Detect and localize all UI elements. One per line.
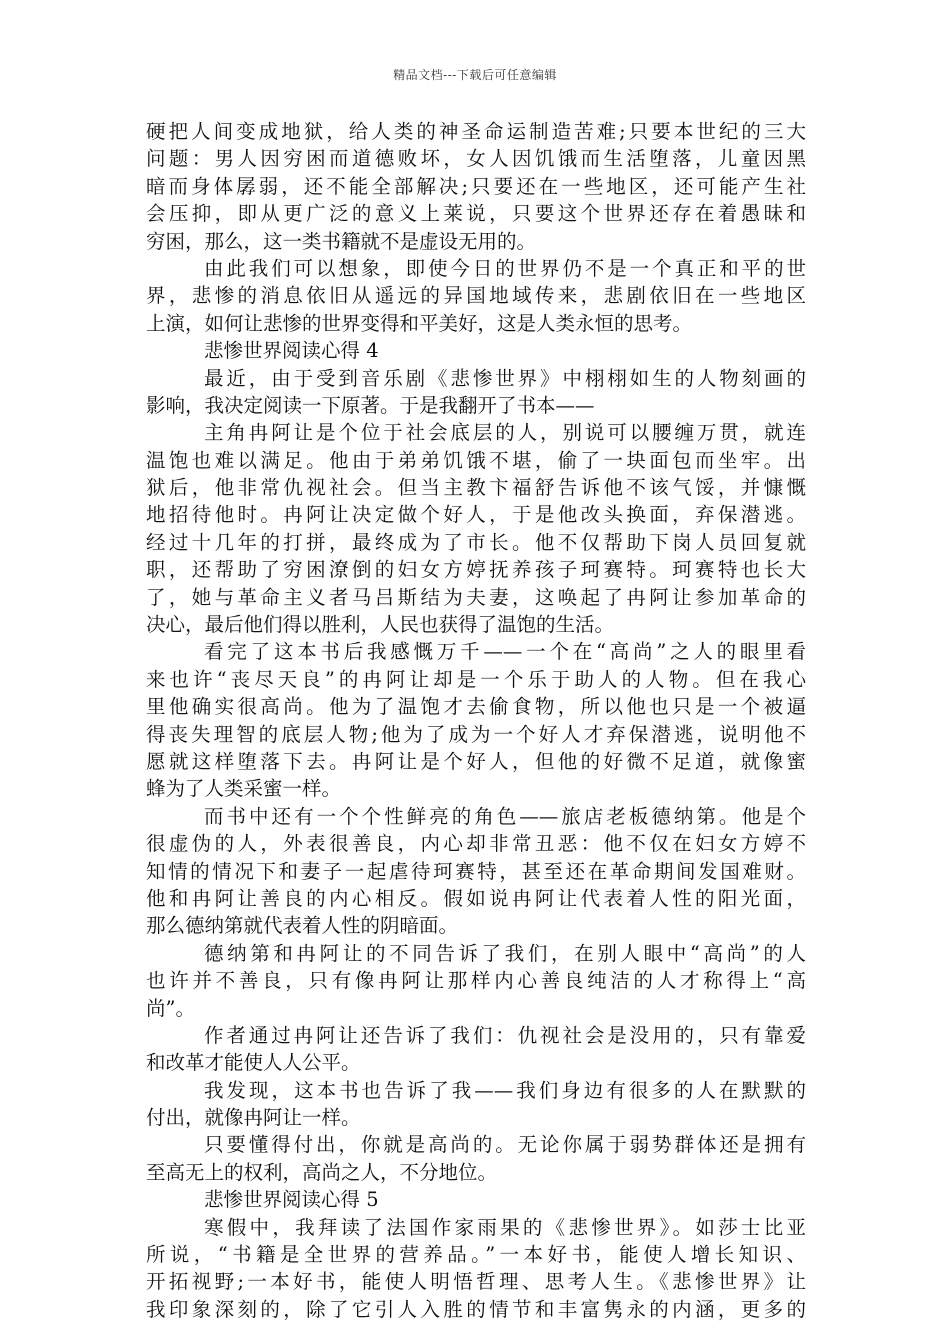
heading-text: 悲惨世界阅读心得 5: [204, 1188, 379, 1212]
text-line: 也许并不善良，只有像冉阿让那样内心善良纯洁的人才称得上“高: [146, 969, 806, 993]
text-line: 得丧失理智的底层人物;他为了成为一个好人才弃保潜逃，说明他不: [146, 722, 806, 746]
paragraph: [146, 1214, 806, 1324]
text-line: 温饱也难以满足。他由于弟弟饥饿不堪，偷了一块面包而坐牢。出: [146, 448, 806, 472]
text-line: 职，还帮助了穷困潦倒的妇女方婷抚养孩子珂赛特。珂赛特也长大: [146, 558, 806, 582]
document-body: [146, 118, 806, 1323]
text-line: 决心，最后他们得以胜利，人民也获得了温饱的生活。: [146, 613, 615, 637]
text-line: 地招待他时。冉阿让决定做个好人，于是他改头换面，弃保潜逃。: [146, 503, 806, 527]
text-line: 寒假中，我拜读了法国作家雨果的《悲惨世界》。如莎士比亚: [204, 1215, 806, 1239]
text-line: 和改革才能使人人公平。: [146, 1051, 361, 1075]
text-line: 那么德纳第就代表着人性的阴暗面。: [146, 914, 459, 938]
text-line: 他和冉阿让善良的内心相反。假如说冉阿让代表着人性的阳光面，: [146, 886, 806, 910]
text-line: 界，悲惨的消息依旧从遥远的异国地域传来，悲剧依旧在一些地区: [146, 284, 806, 308]
text-line: 而书中还有一个个性鲜亮的角色——旅店老板德纳第。他是个: [204, 804, 806, 828]
paragraph: [146, 255, 806, 337]
text-line: 所说，“书籍是全世界的营养品。”一本好书，能使人增长知识、: [146, 1243, 806, 1267]
text-line: 愿就这样堕落下去。冉阿让是个好人，但他的好微不足道，就像蜜: [146, 749, 806, 773]
paragraph: [146, 638, 806, 802]
paragraph: [146, 365, 806, 420]
text-line: 作者通过冉阿让还告诉了我们：仇视社会是没用的，只有靠爱: [204, 1023, 806, 1047]
text-line: 来也许“丧尽天良”的冉阿让却是一个乐于助人的人物。但在我心: [146, 667, 806, 691]
text-line: 只要懂得付出，你就是高尚的。无论你属于弱势群体还是拥有: [204, 1133, 806, 1157]
text-line: 硬把人间变成地狱，给人类的神圣命运制造苦难;只要本世纪的三大: [146, 120, 806, 143]
text-line: 最近，由于受到音乐剧《悲惨世界》中栩栩如生的人物刻画的: [204, 366, 806, 390]
text-line: 付出，就像冉阿让一样。: [146, 1106, 361, 1130]
text-line: 主角冉阿让是个位于社会底层的人，别说可以腰缠万贯，就连: [204, 421, 806, 445]
paragraph: [146, 419, 806, 638]
section-heading: [146, 1186, 806, 1213]
text-line: 我印象深刻的，除了它引人入胜的情节和丰富隽永的内涵，更多的: [146, 1297, 806, 1321]
text-line: 很虚伪的人，外表很善良，内心却非常丑恶：他不仅在妇女方婷不: [146, 832, 806, 856]
text-line: 问题：男人因穷困而道德败坏，女人因饥饿而生活堕落，儿童因黑: [146, 147, 806, 171]
text-line: 由此我们可以想象，即使今日的世界仍不是一个真正和平的世: [204, 256, 806, 280]
text-line: 影响，我决定阅读一下原著。于是我翻开了书本——: [146, 393, 595, 417]
text-line: 尚”。: [146, 996, 195, 1020]
section-heading: [146, 337, 806, 364]
text-line: 德纳第和冉阿让的不同告诉了我们，在别人眼中“高尚”的人: [204, 941, 806, 965]
paragraph: [146, 118, 806, 255]
text-line: 暗而身体孱弱，还不能全部解决;只要还在一些地区，还可能产生社: [146, 174, 806, 198]
text-line: 会压抑，即从更广泛的意义上莱说，只要这个世界还存在着愚昧和: [146, 202, 806, 226]
text-line: 里他确实很高尚。他为了温饱才去偷食物，所以他也只是一个被逼: [146, 695, 806, 719]
heading-text: 悲惨世界阅读心得 4: [204, 339, 379, 363]
text-line: 知情的情况下和妻子一起虐待珂赛特，甚至还在革命期间发国难财。: [146, 859, 806, 883]
paragraph: [146, 1131, 806, 1186]
text-line: 了，她与革命主义者马吕斯结为夫妻，这唤起了冉阿让参加革命的: [146, 585, 806, 609]
text-line: 狱后，他非常仇视社会。但当主教卞福舒告诉他不该气馁，并慷慨: [146, 476, 806, 500]
text-line: 穷困，那么，这一类书籍就不是虚设无用的。: [146, 229, 537, 253]
text-line: 蜂为了人类采蜜一样。: [146, 777, 342, 801]
text-line: 看完了这本书后我感慨万千——一个在“高尚”之人的眼里看: [204, 640, 806, 664]
text-line: 至高无上的权利，高尚之人，不分地位。: [146, 1160, 498, 1184]
paragraph: [146, 803, 806, 940]
page-header: 精品文档---下载后可任意编辑: [393, 68, 557, 82]
text-line: 我发现，这本书也告诉了我——我们身边有很多的人在默默的: [204, 1078, 806, 1102]
text-line: 上演，如何让悲惨的世界变得和平美好，这是人类永恒的思考。: [146, 311, 693, 335]
text-line: 经过十几年的打拼，最终成为了市长。他不仅帮助下岗人员回复就: [146, 530, 806, 554]
text-line: 开拓视野;一本好书，能使人明悟哲理、思考人生。《悲惨世界》让: [146, 1270, 806, 1294]
paragraph: [146, 940, 806, 1022]
paragraph: [146, 1022, 806, 1077]
paragraph: [146, 1077, 806, 1132]
